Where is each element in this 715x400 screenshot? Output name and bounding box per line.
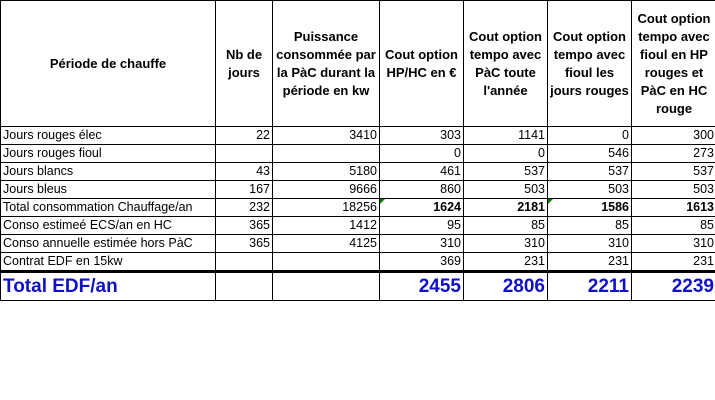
cell-cout-tempo-mixte[interactable]: 503	[632, 181, 715, 199]
cell-nb-jours[interactable]: 43	[216, 163, 273, 181]
table-row	[1, 127, 715, 145]
cell-puissance[interactable]: 9666	[273, 181, 380, 199]
total-puissance[interactable]	[273, 272, 380, 301]
cell-cout-tempo-pac[interactable]: 537	[464, 163, 548, 181]
cell-cout-tempo-mixte[interactable]: 537	[632, 163, 715, 181]
total-cout-hphc[interactable]: 2455	[380, 272, 464, 301]
row-label[interactable]: Contrat EDF en 15kw	[1, 253, 216, 272]
cell-cout-tempo-mixte[interactable]: 310	[632, 235, 715, 253]
cell-cout-hphc[interactable]: 0	[380, 145, 464, 163]
cell-cout-tempo-fioul[interactable]: 1586	[548, 199, 632, 217]
cell-cout-tempo-mixte[interactable]: 1613	[632, 199, 715, 217]
cell-cout-tempo-pac[interactable]: 2181	[464, 199, 548, 217]
header-cout-tempo-mixte[interactable]: Cout option tempo avec fioul en HP rouges et PàC en HC rouge	[632, 1, 715, 127]
cell-cout-hphc[interactable]: 461	[380, 163, 464, 181]
total-cout-tempo-fioul[interactable]: 2211	[548, 272, 632, 301]
cell-puissance[interactable]	[273, 145, 380, 163]
cell-cout-tempo-fioul[interactable]: 546	[548, 145, 632, 163]
table-row	[1, 163, 715, 181]
header-cout-tempo-pac[interactable]: Cout option tempo avec PàC toute l'année	[464, 1, 548, 127]
total-cout-tempo-pac[interactable]: 2806	[464, 272, 548, 301]
table-row	[1, 217, 715, 235]
cell-cout-tempo-pac[interactable]: 0	[464, 145, 548, 163]
total-nb-jours[interactable]	[216, 272, 273, 301]
cell-puissance[interactable]: 1412	[273, 217, 380, 235]
cell-cout-hphc[interactable]: 1624	[380, 199, 464, 217]
cell-puissance[interactable]: 4125	[273, 235, 380, 253]
cell-puissance[interactable]	[273, 253, 380, 272]
cell-cout-hphc[interactable]: 310	[380, 235, 464, 253]
cell-puissance[interactable]: 5180	[273, 163, 380, 181]
cell-cout-tempo-mixte[interactable]: 231	[632, 253, 715, 272]
cell-cout-tempo-fioul[interactable]: 85	[548, 217, 632, 235]
cell-cout-tempo-mixte[interactable]: 85	[632, 217, 715, 235]
cell-cout-tempo-fioul[interactable]: 231	[548, 253, 632, 272]
cell-cout-tempo-mixte[interactable]: 300	[632, 127, 715, 145]
total-cout-tempo-mixte[interactable]: 2239	[632, 272, 715, 301]
header-cout-hphc[interactable]: Cout option HP/HC en €	[380, 1, 464, 127]
header-periode[interactable]: Période de chauffe	[1, 1, 216, 127]
table-row	[1, 181, 715, 199]
cell-cout-tempo-fioul[interactable]: 503	[548, 181, 632, 199]
cell-cout-tempo-pac[interactable]: 85	[464, 217, 548, 235]
row-label[interactable]: Jours rouges fioul	[1, 145, 216, 163]
cell-cout-tempo-fioul[interactable]: 310	[548, 235, 632, 253]
cell-cout-tempo-mixte[interactable]: 273	[632, 145, 715, 163]
cell-puissance[interactable]: 3410	[273, 127, 380, 145]
cell-nb-jours[interactable]	[216, 253, 273, 272]
table-row	[1, 145, 715, 163]
cell-puissance[interactable]: 18256	[273, 199, 380, 217]
row-label[interactable]: Total consommation Chauffage/an	[1, 199, 216, 217]
row-label[interactable]: Conso estimeé ECS/an en HC	[1, 217, 216, 235]
header-cout-tempo-fioul[interactable]: Cout option tempo avec fioul les jours rouges	[548, 1, 632, 127]
cell-nb-jours[interactable]: 22	[216, 127, 273, 145]
cell-cout-tempo-fioul[interactable]: 0	[548, 127, 632, 145]
cell-nb-jours[interactable]: 365	[216, 235, 273, 253]
cell-cout-hphc[interactable]: 95	[380, 217, 464, 235]
cell-cout-hphc[interactable]: 369	[380, 253, 464, 272]
cell-cout-tempo-fioul[interactable]: 537	[548, 163, 632, 181]
header-puissance[interactable]: Puissance consommée par la PàC durant la période en kw	[273, 1, 380, 127]
cell-cout-tempo-pac[interactable]: 310	[464, 235, 548, 253]
cell-cout-hphc[interactable]: 303	[380, 127, 464, 145]
table-row-subtotal	[1, 199, 715, 217]
cell-cout-tempo-pac[interactable]: 231	[464, 253, 548, 272]
row-label[interactable]: Jours blancs	[1, 163, 216, 181]
header-row	[1, 1, 715, 127]
row-label[interactable]: Jours bleus	[1, 181, 216, 199]
cell-cout-tempo-pac[interactable]: 1141	[464, 127, 548, 145]
cell-nb-jours[interactable]: 167	[216, 181, 273, 199]
cell-cout-hphc[interactable]: 860	[380, 181, 464, 199]
row-label[interactable]: Jours rouges élec	[1, 127, 216, 145]
table-row	[1, 253, 715, 272]
row-label[interactable]: Conso annuelle estimée hors PàC	[1, 235, 216, 253]
cell-nb-jours[interactable]: 232	[216, 199, 273, 217]
total-row	[1, 272, 715, 301]
total-label[interactable]: Total EDF/an	[1, 272, 216, 301]
header-nb-jours[interactable]: Nb de jours	[216, 1, 273, 127]
cell-nb-jours[interactable]	[216, 145, 273, 163]
cell-nb-jours[interactable]: 365	[216, 217, 273, 235]
table-row	[1, 235, 715, 253]
cell-cout-tempo-pac[interactable]: 503	[464, 181, 548, 199]
